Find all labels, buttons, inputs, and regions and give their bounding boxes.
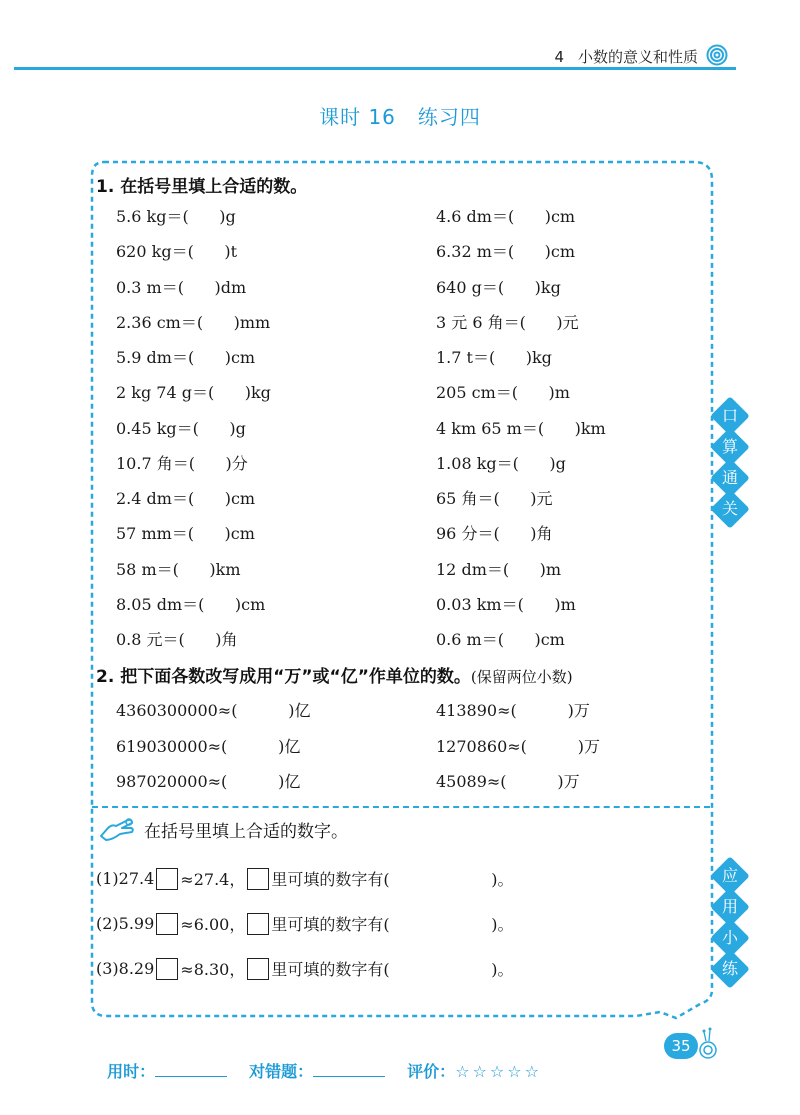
side-tab-mental-math (716, 402, 746, 526)
lesson-name: 练习四 (417, 105, 481, 129)
q2-item[interactable]: 413890≈( )万 (436, 701, 590, 720)
side-tab-char: 用 (710, 887, 750, 927)
correct-field[interactable] (313, 1062, 385, 1077)
answer-box[interactable] (247, 913, 269, 935)
row-middle: ≈8.30， (180, 960, 246, 979)
side-tab-char: 应 (710, 856, 750, 896)
swirl-icon (706, 44, 728, 66)
q1-item[interactable]: 0.8 元＝( )角 (116, 630, 238, 649)
q1-item[interactable]: 4 km 65 m＝( )km (436, 419, 606, 438)
q1-item[interactable]: 5.9 dm＝( )cm (116, 348, 256, 367)
side-tab-char: 小 (710, 918, 750, 958)
lesson-title (0, 101, 800, 130)
question-2-title (96, 662, 573, 687)
time-field[interactable] (155, 1062, 227, 1077)
application-row (96, 912, 514, 935)
question-2-text: 2. 把下面各数改写成用“万”或“亿”作单位的数。 (96, 667, 471, 687)
correct-label: 对错题： (249, 1062, 314, 1081)
page-number: 35 (664, 1033, 698, 1059)
q2-item[interactable]: 45089≈( )万 (436, 772, 580, 791)
row-prefix: (1)27.4 (96, 869, 155, 888)
application-row (96, 867, 514, 890)
time-label: 用时： (107, 1062, 156, 1081)
footer (96, 1040, 542, 1082)
rating-label: 评价： (407, 1062, 456, 1081)
q2-item[interactable]: 619030000≈( )亿 (116, 737, 301, 756)
header-rule (14, 67, 736, 70)
q1-item[interactable]: 96 分＝( )角 (436, 524, 553, 543)
q2-item[interactable]: 4360300000≈( )亿 (116, 701, 311, 720)
lesson-number: 课时 16 (319, 105, 396, 129)
q1-item[interactable]: 12 dm＝( )m (436, 560, 562, 579)
row-suffix[interactable]: 里可填的数字有( )。 (271, 915, 514, 934)
q1-item[interactable]: 6.32 m＝( )cm (436, 242, 576, 261)
q1-item[interactable]: 10.7 角＝( )分 (116, 454, 248, 473)
application-row (96, 957, 514, 980)
chapter-title: 小数的意义和性质 (577, 48, 698, 66)
q1-item[interactable]: 0.03 km＝( )m (436, 595, 576, 614)
q1-item[interactable]: 205 cm＝( )m (436, 383, 570, 402)
side-tab-char: 算 (710, 427, 750, 467)
q2-item[interactable]: 1270860≈( )万 (436, 737, 601, 756)
q1-item[interactable]: 2 kg 74 g＝( )kg (116, 383, 271, 402)
answer-box[interactable] (247, 958, 269, 980)
q1-item[interactable]: 57 mm＝( )cm (116, 524, 255, 543)
q1-item[interactable]: 5.6 kg＝( )g (116, 207, 236, 226)
q1-item[interactable]: 65 角＝( )元 (436, 489, 553, 508)
side-tab-char: 口 (710, 396, 750, 436)
rating-stars[interactable]: ☆☆☆☆☆ (455, 1062, 542, 1081)
answer-box[interactable] (247, 868, 269, 890)
application-title: 在括号里填上合适的数字。 (144, 822, 348, 842)
chapter-number: 4 (554, 48, 564, 66)
row-suffix[interactable]: 里可填的数字有( )。 (271, 870, 514, 889)
side-tab-char: 练 (710, 949, 750, 989)
q1-item[interactable]: 1.08 kg＝( )g (436, 454, 566, 473)
q1-item[interactable]: 3 元 6 角＝( )元 (436, 313, 579, 332)
q1-item[interactable]: 0.3 m＝( )dm (116, 278, 247, 297)
row-prefix: (2)5.99 (96, 914, 155, 933)
q1-item[interactable]: 58 m＝( )km (116, 560, 241, 579)
page-header (14, 44, 736, 70)
side-tab-char: 通 (710, 458, 750, 498)
q1-item[interactable]: 1.7 t＝( )kg (436, 348, 552, 367)
q2-item[interactable]: 987020000≈( )亿 (116, 772, 301, 791)
pointing-hand-icon (98, 814, 138, 844)
q1-item[interactable]: 2.36 cm＝( )mm (116, 313, 271, 332)
answer-box[interactable] (156, 958, 178, 980)
question-1-title: 1. 在括号里填上合适的数。 (96, 177, 308, 197)
q1-item[interactable]: 0.45 kg＝( )g (116, 419, 246, 438)
row-middle: ≈6.00， (180, 915, 246, 934)
row-prefix: (3)8.29 (96, 959, 155, 978)
q1-item[interactable]: 620 kg＝( )t (116, 242, 237, 261)
question-2-note: (保留两位小数) (470, 668, 573, 686)
answer-box[interactable] (156, 868, 178, 890)
q1-item[interactable]: 4.6 dm＝( )cm (436, 207, 576, 226)
side-tab-char: 关 (710, 489, 750, 529)
side-tab-application (716, 862, 746, 986)
section-divider (92, 806, 710, 808)
answer-box[interactable] (156, 913, 178, 935)
q1-item[interactable]: 8.05 dm＝( )cm (116, 595, 266, 614)
row-middle: ≈27.4， (180, 870, 246, 889)
q1-item[interactable]: 2.4 dm＝( )cm (116, 489, 256, 508)
q1-item[interactable]: 0.6 m＝( )cm (436, 630, 565, 649)
chapter-heading (554, 46, 698, 67)
q1-item[interactable]: 640 g＝( )kg (436, 278, 561, 297)
row-suffix[interactable]: 里可填的数字有( )。 (271, 960, 514, 979)
